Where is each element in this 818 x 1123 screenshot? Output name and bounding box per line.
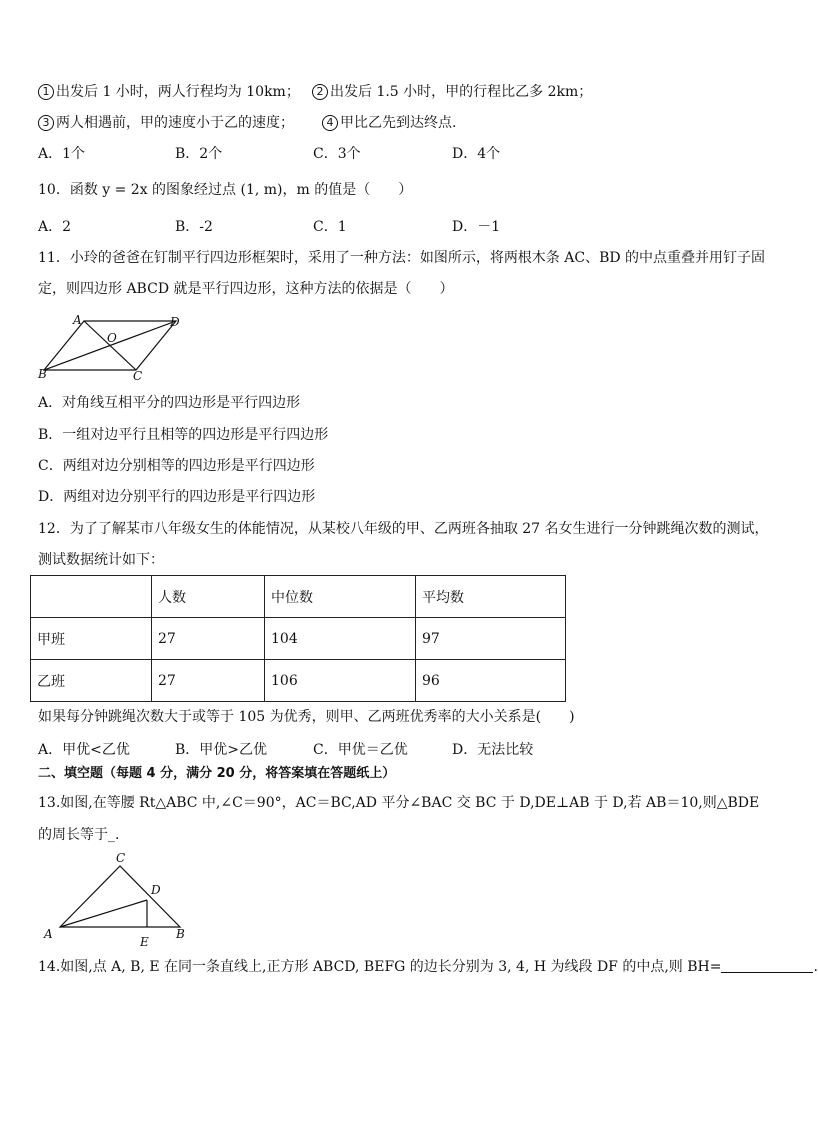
q11-option-c: C．两组对边分别相等的四边形是平行四边形 xyxy=(38,458,315,474)
triangle-abc xyxy=(60,866,180,927)
circled-number-1: 1 xyxy=(38,84,54,100)
table-cell: 27 xyxy=(152,618,265,660)
answer-blank xyxy=(721,958,813,973)
q9-statement-3 xyxy=(38,113,294,133)
triangle-figure xyxy=(36,850,196,950)
table-cell: 乙班 xyxy=(31,660,152,702)
table-row xyxy=(31,618,566,660)
table-header-cell xyxy=(31,576,152,618)
table-header-cell: 人数 xyxy=(152,576,265,618)
stats-table xyxy=(30,575,566,702)
label-o: O xyxy=(107,331,117,345)
q11-option-d: D．两组对边分别平行的四边形是平行四边形 xyxy=(38,489,316,505)
table-header-cell: 中位数 xyxy=(265,576,416,618)
q12-option-b: B．甲优>乙优 xyxy=(175,742,268,758)
q9-statement-2 xyxy=(312,82,592,102)
q9-statement-3-text: 两人相遇前，甲的速度小于乙的速度； xyxy=(56,115,294,131)
q11-option-b: B．一组对边平行且相等的四边形是平行四边形 xyxy=(38,427,329,443)
q9-statement-2-text: 出发后 1.5 小时，甲的行程比乙多 2km； xyxy=(330,84,593,100)
q11-line-2: 定，则四边形 ABCD 就是平行四边形，这种方法的依据是（ ） xyxy=(38,281,454,297)
q12-option-d: D．无法比较 xyxy=(452,742,534,758)
q12-question: 如果每分钟跳绳次数大于或等于 105 为优秀，则甲、乙两班优秀率的大小关系是( ) xyxy=(38,709,575,725)
q10-option-d: D．－1 xyxy=(452,219,501,235)
section-2-heading: 二、填空题（每题 4 分，满分 20 分，将答案填在答题纸上） xyxy=(38,766,396,781)
table-cell: 106 xyxy=(265,660,416,702)
q12-option-a: A．甲优<乙优 xyxy=(38,742,130,758)
q9-statement-4-text: 甲比乙先到达终点. xyxy=(340,115,457,131)
q12-option-c: C．甲优＝乙优 xyxy=(313,742,408,758)
q9-statement-4 xyxy=(322,113,456,133)
q9-option-a: A．1个 xyxy=(38,146,86,162)
q14-text-end: . xyxy=(813,959,818,975)
q10-text: 10．函数 y = 2x 的图象经过点 (1, m)，m 的值是（ ） xyxy=(38,182,413,198)
label-d: D xyxy=(151,883,161,897)
label-d: D xyxy=(170,315,180,329)
q13-line-2: 的周长等于_. xyxy=(38,827,120,843)
q9-statement-1 xyxy=(38,82,300,102)
circled-number-3: 3 xyxy=(38,115,54,131)
q12-line-1: 12．为了了解某市八年级女生的体能情况，从某校八年级的甲、乙两班各抽取 27 名女生进行一分钟跳绳次数的测试， xyxy=(38,521,769,537)
q12-line-2: 测试数据统计如下： xyxy=(38,552,164,568)
q13-line-1: 13.如图,在等腰 Rt△ABC 中,∠C＝90°，AC＝BC,AD 平分∠BAC 交 BC 于 D,DE⊥AB 于 D,若 AB＝10,则△BDE xyxy=(38,795,760,811)
label-c: C xyxy=(116,851,126,865)
label-a: A xyxy=(73,313,82,327)
q10-option-c: C．1 xyxy=(313,219,347,235)
label-b: B xyxy=(38,367,47,381)
q14-text-body: 14.如图,点 A, B, E 在同一条直线上,正方形 ABCD, BEFG 的边长分别为 3, 4, H 为线段 DF 的中点,则 BH= xyxy=(38,959,722,975)
table-cell: 27 xyxy=(152,660,265,702)
circled-number-2: 2 xyxy=(312,84,328,100)
q9-option-b: B．2个 xyxy=(175,146,223,162)
table-cell: 甲班 xyxy=(31,618,152,660)
label-b: B xyxy=(176,927,185,941)
table-header-row xyxy=(31,576,566,618)
table-cell: 104 xyxy=(265,618,416,660)
table-cell: 96 xyxy=(416,660,566,702)
q14-text xyxy=(38,957,818,977)
label-e: E xyxy=(140,935,149,949)
q10-option-a: A．2 xyxy=(38,219,72,235)
q9-option-c: C．3个 xyxy=(313,146,361,162)
table-header-cell: 平均数 xyxy=(416,576,566,618)
table-row xyxy=(31,660,566,702)
q10-option-b: B．-2 xyxy=(175,219,213,235)
q11-line-1: 11．小玲的爸爸在钉制平行四边形框架时，采用了一种方法：如图所示，将两根木条 AC、BD 的中点重叠并用钉子固 xyxy=(38,250,766,266)
label-c: C xyxy=(133,369,143,383)
label-a: A xyxy=(44,927,53,941)
parallelogram-figure xyxy=(36,312,196,382)
q11-option-a: A．对角线互相平分的四边形是平行四边形 xyxy=(38,395,301,411)
circled-number-4: 4 xyxy=(322,115,338,131)
q9-statement-1-text: 出发后 1 小时，两人行程均为 10km； xyxy=(56,84,300,100)
q9-option-d: D．4个 xyxy=(452,146,501,162)
table-cell: 97 xyxy=(416,618,566,660)
